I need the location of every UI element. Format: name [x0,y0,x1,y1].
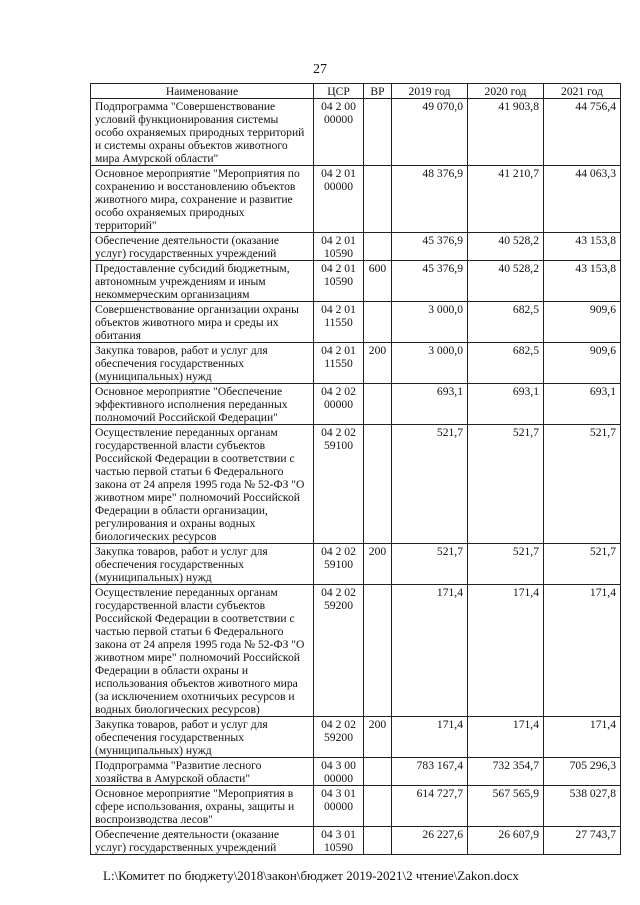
cell-vr [364,585,392,717]
cell-2020: 682,5 [468,302,544,343]
cell-2021: 44 063,3 [544,166,621,233]
cell-vr [364,425,392,544]
cell-2019: 693,1 [392,384,468,425]
cell-2020: 41 903,8 [468,99,544,166]
table-row [91,166,621,233]
cell-2020: 171,4 [468,585,544,717]
cell-2020: 682,5 [468,343,544,384]
cell-2020: 693,1 [468,384,544,425]
header-csr: ЦСР [314,84,364,99]
table-row [91,425,621,544]
cell-2021: 44 756,4 [544,99,621,166]
table-row [91,585,621,717]
cell-name: Осуществление переданных органам государственной власти субъектов Российской Федерации в соответствии с частью первой статьи 6 Федерального закона от 24 апреля 1995 года № 52-ФЗ "О животном мире" полномочий Российской Федерации в области охраны и использования объектов животного мира (за исключением охотничьих ресурсов и водных биологических ресурсов) [91,585,314,717]
cell-csr: 04 2 02 59200 [314,717,364,758]
cell-2020: 521,7 [468,544,544,585]
cell-csr: 04 2 00 00000 [314,99,364,166]
cell-csr: 04 2 02 59100 [314,425,364,544]
cell-2020: 26 607,9 [468,827,544,855]
cell-name: Закупка товаров, работ и услуг для обеспечения государственных (муниципальных) нужд [91,343,314,384]
cell-2019: 171,4 [392,585,468,717]
cell-csr: 04 3 00 00000 [314,758,364,786]
cell-2020: 567 565,9 [468,786,544,827]
cell-name: Обеспечение деятельности (оказание услуг) государственных учреждений [91,233,314,261]
table-row [91,384,621,425]
cell-name: Обеспечение деятельности (оказание услуг) государственных учреждений [91,827,314,855]
header-2021: 2021 год [544,84,621,99]
header-2019: 2019 год [392,84,468,99]
cell-2021: 171,4 [544,585,621,717]
cell-2019: 614 727,7 [392,786,468,827]
cell-2021: 521,7 [544,425,621,544]
table-row [91,786,621,827]
cell-2019: 3 000,0 [392,343,468,384]
cell-vr [364,99,392,166]
table-row [91,758,621,786]
cell-2019: 45 376,9 [392,261,468,302]
cell-2019: 26 227,6 [392,827,468,855]
cell-csr: 04 3 01 00000 [314,786,364,827]
cell-name: Подпрограмма "Совершенствование условий функционирования системы особо охраняемых природных территорий и системы охраны объектов животного мира Амурской области" [91,99,314,166]
cell-name: Основное мероприятие "Мероприятия в сфере использования, охраны, защиты и воспроизводства лесов" [91,786,314,827]
table-row [91,99,621,166]
cell-2020: 521,7 [468,425,544,544]
cell-2019: 3 000,0 [392,302,468,343]
cell-2021: 171,4 [544,717,621,758]
cell-vr [364,758,392,786]
cell-vr: 600 [364,261,392,302]
cell-2021: 43 153,8 [544,233,621,261]
cell-vr [364,384,392,425]
cell-name: Осуществление переданных органам государственной власти субъектов Российской Федерации в соответствии с частью первой статьи 6 Федерального закона от 24 апреля 1995 года № 52-ФЗ "О животном мире" полномочий Российской Федерации в области организации, регулирования и охраны водных биологических ресурсов [91,425,314,544]
table-body [91,99,621,855]
cell-csr: 04 2 02 59100 [314,544,364,585]
cell-2019: 49 070,0 [392,99,468,166]
cell-2021: 538 027,8 [544,786,621,827]
cell-csr: 04 2 02 00000 [314,384,364,425]
cell-csr: 04 2 01 10590 [314,261,364,302]
cell-vr: 200 [364,343,392,384]
header-2020: 2020 год [468,84,544,99]
cell-vr [364,302,392,343]
table-row [91,717,621,758]
page-number: 27 [313,62,327,77]
cell-2019: 48 376,9 [392,166,468,233]
cell-2021: 521,7 [544,544,621,585]
cell-name: Подпрограмма "Развитие лесного хозяйства в Амурской области" [91,758,314,786]
cell-2020: 171,4 [468,717,544,758]
cell-name: Основное мероприятие "Мероприятия по сохранению и восстановлению объектов животного мира, сохранение и развитие особо охраняемых природных территорий" [91,166,314,233]
cell-name: Совершенствование организации охраны объектов животного мира и среды их обитания [91,302,314,343]
cell-name: Закупка товаров, работ и услуг для обеспечения государственных (муниципальных) нужд [91,544,314,585]
cell-2021: 27 743,7 [544,827,621,855]
cell-vr: 200 [364,544,392,585]
cell-vr [364,233,392,261]
cell-csr: 04 2 01 11550 [314,343,364,384]
cell-csr: 04 3 01 10590 [314,827,364,855]
cell-2019: 783 167,4 [392,758,468,786]
cell-vr [364,827,392,855]
cell-name: Предоставление субсидий бюджетным, автономным учреждениям и иным некоммерческим организациям [91,261,314,302]
table-row [91,343,621,384]
cell-name: Основное мероприятие "Обеспечение эффективного исполнения переданных полномочий Российской Федерации" [91,384,314,425]
cell-name: Закупка товаров, работ и услуг для обеспечения государственных (муниципальных) нужд [91,717,314,758]
cell-csr: 04 2 01 11550 [314,302,364,343]
table-row [91,544,621,585]
cell-vr: 200 [364,717,392,758]
cell-2020: 40 528,2 [468,233,544,261]
cell-2019: 45 376,9 [392,233,468,261]
cell-2021: 43 153,8 [544,261,621,302]
cell-csr: 04 2 01 10590 [314,233,364,261]
cell-2021: 693,1 [544,384,621,425]
footer-file-path: L:\Комитет по бюджету\2018\закон\бюджет 2019-2021\2 чтение\Zakon.docx [103,868,519,883]
cell-vr [364,166,392,233]
table-row [91,233,621,261]
table-header-row [91,84,621,99]
cell-2021: 705 296,3 [544,758,621,786]
cell-2020: 732 354,7 [468,758,544,786]
table-row [91,302,621,343]
table-row [91,827,621,855]
cell-vr [364,786,392,827]
cell-2020: 41 210,7 [468,166,544,233]
cell-2020: 40 528,2 [468,261,544,302]
cell-csr: 04 2 02 59200 [314,585,364,717]
cell-2019: 521,7 [392,544,468,585]
cell-2019: 171,4 [392,717,468,758]
header-name: Наименование [91,84,314,99]
header-vr: ВР [364,84,392,99]
cell-csr: 04 2 01 00000 [314,166,364,233]
cell-2019: 521,7 [392,425,468,544]
cell-2021: 909,6 [544,302,621,343]
table-row [91,261,621,302]
budget-table [90,83,621,855]
cell-2021: 909,6 [544,343,621,384]
